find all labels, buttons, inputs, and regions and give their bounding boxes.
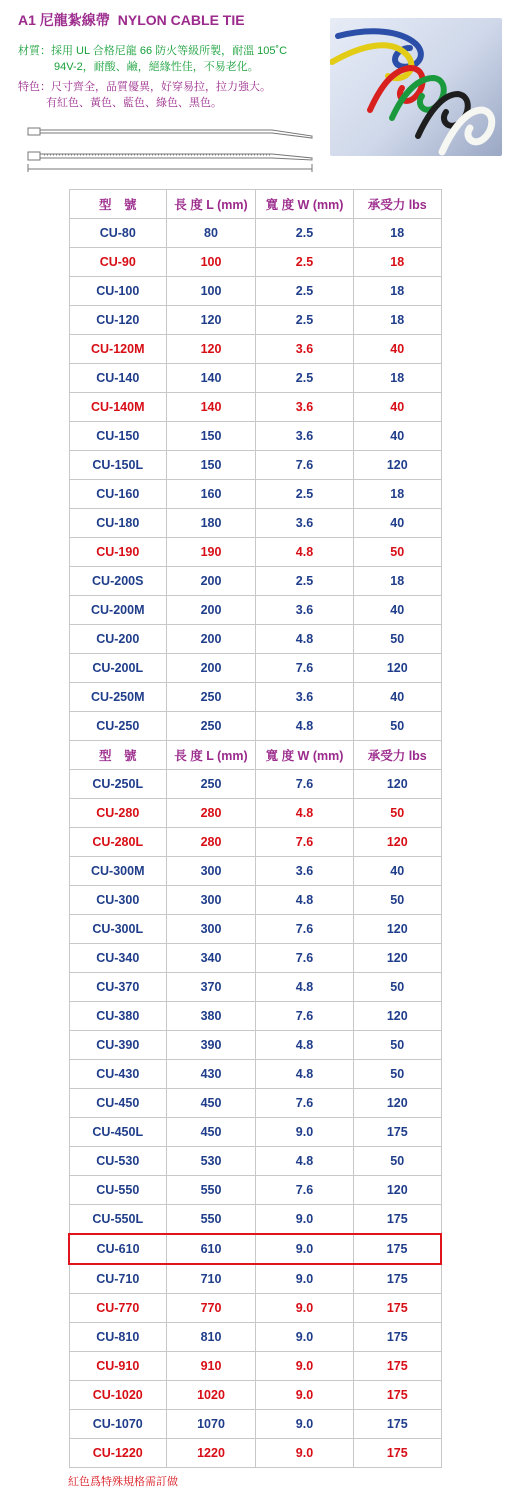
- width-cell: 3.6: [256, 393, 354, 422]
- table-row: [69, 1060, 441, 1089]
- length-cell: 200: [167, 654, 256, 683]
- force-cell: 18: [354, 277, 442, 306]
- width-cell: 9.0: [256, 1205, 354, 1235]
- width-cell: 4.8: [256, 712, 354, 741]
- width-cell: 2.5: [256, 480, 354, 509]
- table-row: [69, 1410, 441, 1439]
- model-cell: CU-430: [69, 1060, 167, 1089]
- width-cell: 7.6: [256, 1089, 354, 1118]
- model-cell: CU-450: [69, 1089, 167, 1118]
- length-cell: 140: [167, 393, 256, 422]
- width-cell: 7.6: [256, 1002, 354, 1031]
- length-cell: 150: [167, 451, 256, 480]
- force-cell: 40: [354, 857, 442, 886]
- header-cell: 寬 度 W (mm): [256, 741, 354, 770]
- table-row: [69, 1147, 441, 1176]
- model-cell: CU-200S: [69, 567, 167, 596]
- length-cell: 450: [167, 1118, 256, 1147]
- model-cell: CU-300: [69, 886, 167, 915]
- table-row: [69, 1294, 441, 1323]
- force-cell: 120: [354, 451, 442, 480]
- width-cell: 9.0: [256, 1439, 354, 1468]
- model-cell: CU-120M: [69, 335, 167, 364]
- table-row: [69, 1323, 441, 1352]
- header-cell: 型 號: [69, 741, 167, 770]
- model-cell: CU-380: [69, 1002, 167, 1031]
- length-cell: 190: [167, 538, 256, 567]
- width-cell: 4.8: [256, 1147, 354, 1176]
- table-row: [69, 1118, 441, 1147]
- width-cell: 3.6: [256, 683, 354, 712]
- width-cell: 9.0: [256, 1323, 354, 1352]
- width-cell: 3.6: [256, 335, 354, 364]
- model-cell: CU-190: [69, 538, 167, 567]
- model-cell: CU-140M: [69, 393, 167, 422]
- force-cell: 175: [354, 1118, 442, 1147]
- model-cell: CU-90: [69, 248, 167, 277]
- material-line-1: 材質：採用 UL 合格尼龍 66 防火等級所製，耐溫 105˚C: [18, 45, 288, 57]
- table-row: [69, 915, 441, 944]
- table-row: [69, 480, 441, 509]
- width-cell: 9.0: [256, 1381, 354, 1410]
- width-cell: 4.8: [256, 1060, 354, 1089]
- length-cell: 180: [167, 509, 256, 538]
- force-cell: 18: [354, 567, 442, 596]
- width-cell: 7.6: [256, 1176, 354, 1205]
- length-cell: 200: [167, 625, 256, 654]
- force-cell: 120: [354, 944, 442, 973]
- table-row: [69, 770, 441, 799]
- force-cell: 40: [354, 596, 442, 625]
- force-cell: 175: [354, 1410, 442, 1439]
- width-cell: 2.5: [256, 567, 354, 596]
- model-cell: CU-200M: [69, 596, 167, 625]
- width-cell: 9.0: [256, 1294, 354, 1323]
- model-cell: CU-530: [69, 1147, 167, 1176]
- model-cell: CU-250L: [69, 770, 167, 799]
- width-cell: 7.6: [256, 915, 354, 944]
- product-photo: [330, 18, 502, 156]
- length-cell: 80: [167, 219, 256, 248]
- force-cell: 120: [354, 915, 442, 944]
- force-cell: 50: [354, 538, 442, 567]
- table-row: [69, 1352, 441, 1381]
- table-row: [69, 393, 441, 422]
- force-cell: 175: [354, 1352, 442, 1381]
- model-cell: CU-280L: [69, 828, 167, 857]
- header-cell: 承受力 lbs: [354, 190, 442, 219]
- model-cell: CU-390: [69, 1031, 167, 1060]
- cable-ties-image: [330, 18, 502, 156]
- model-cell: CU-300M: [69, 857, 167, 886]
- table-row: [69, 248, 441, 277]
- model-cell: CU-770: [69, 1294, 167, 1323]
- length-cell: 430: [167, 1060, 256, 1089]
- width-cell: 4.8: [256, 1031, 354, 1060]
- model-cell: CU-550L: [69, 1205, 167, 1235]
- header-cell: 寬 度 W (mm): [256, 190, 354, 219]
- model-cell: CU-370: [69, 973, 167, 1002]
- length-cell: 340: [167, 944, 256, 973]
- width-cell: 3.6: [256, 509, 354, 538]
- model-cell: CU-100: [69, 277, 167, 306]
- width-cell: 3.6: [256, 857, 354, 886]
- model-cell: CU-200: [69, 625, 167, 654]
- length-cell: 610: [167, 1234, 256, 1264]
- force-cell: 175: [354, 1381, 442, 1410]
- width-cell: 7.6: [256, 770, 354, 799]
- table-row: [69, 1381, 441, 1410]
- model-cell: CU-180: [69, 509, 167, 538]
- length-cell: 710: [167, 1264, 256, 1294]
- width-cell: 2.5: [256, 306, 354, 335]
- length-cell: 550: [167, 1205, 256, 1235]
- length-cell: 910: [167, 1352, 256, 1381]
- model-cell: CU-80: [69, 219, 167, 248]
- table-row: [69, 567, 441, 596]
- force-cell: 175: [354, 1234, 442, 1264]
- force-cell: 50: [354, 886, 442, 915]
- table-row: [69, 857, 441, 886]
- model-cell: CU-250M: [69, 683, 167, 712]
- length-cell: 530: [167, 1147, 256, 1176]
- header-cell: 型 號: [69, 190, 167, 219]
- length-cell: 280: [167, 828, 256, 857]
- length-cell: 380: [167, 1002, 256, 1031]
- force-cell: 120: [354, 654, 442, 683]
- force-cell: 50: [354, 625, 442, 654]
- table-row: [69, 828, 441, 857]
- model-cell: CU-340: [69, 944, 167, 973]
- force-cell: 40: [354, 335, 442, 364]
- table-row-highlighted: [69, 1234, 441, 1264]
- length-cell: 550: [167, 1176, 256, 1205]
- force-cell: 50: [354, 1031, 442, 1060]
- force-cell: 50: [354, 712, 442, 741]
- width-cell: 7.6: [256, 654, 354, 683]
- table-row: [69, 1264, 441, 1294]
- length-cell: 1220: [167, 1439, 256, 1468]
- model-cell: CU-1220: [69, 1439, 167, 1468]
- table-row: [69, 1205, 441, 1235]
- length-cell: 250: [167, 770, 256, 799]
- table-row: [69, 335, 441, 364]
- model-cell: CU-910: [69, 1352, 167, 1381]
- page-title: [18, 10, 245, 30]
- model-cell: CU-550: [69, 1176, 167, 1205]
- width-cell: 2.5: [256, 364, 354, 393]
- length-cell: 100: [167, 277, 256, 306]
- length-cell: 250: [167, 683, 256, 712]
- width-cell: 9.0: [256, 1264, 354, 1294]
- table-row: [69, 1002, 441, 1031]
- table-row: [69, 451, 441, 480]
- width-cell: 3.6: [256, 596, 354, 625]
- force-cell: 175: [354, 1294, 442, 1323]
- width-cell: 7.6: [256, 828, 354, 857]
- force-cell: 175: [354, 1205, 442, 1235]
- feature-line-1: 特色：尺寸齊全，品質優異，好穿易拉，拉力強大。: [18, 81, 271, 93]
- model-cell: CU-1020: [69, 1381, 167, 1410]
- length-cell: 160: [167, 480, 256, 509]
- width-cell: 9.0: [256, 1352, 354, 1381]
- table-header-row: [69, 741, 441, 770]
- force-cell: 50: [354, 1060, 442, 1089]
- force-cell: 18: [354, 480, 442, 509]
- width-cell: 3.6: [256, 422, 354, 451]
- table-row: [69, 1089, 441, 1118]
- length-cell: 300: [167, 886, 256, 915]
- model-cell: CU-810: [69, 1323, 167, 1352]
- width-cell: 2.5: [256, 277, 354, 306]
- length-cell: 390: [167, 1031, 256, 1060]
- model-cell: CU-610: [69, 1234, 167, 1264]
- width-cell: 7.6: [256, 451, 354, 480]
- model-cell: CU-150L: [69, 451, 167, 480]
- force-cell: 40: [354, 422, 442, 451]
- title-english: NYLON CABLE TIE: [117, 12, 245, 28]
- model-cell: CU-140: [69, 364, 167, 393]
- length-cell: 280: [167, 799, 256, 828]
- force-cell: 40: [354, 509, 442, 538]
- table-row: [69, 1031, 441, 1060]
- table-row: [69, 509, 441, 538]
- header-cell: 長 度 L (mm): [167, 741, 256, 770]
- length-cell: 100: [167, 248, 256, 277]
- table-row: [69, 306, 441, 335]
- length-cell: 120: [167, 335, 256, 364]
- length-cell: 150: [167, 422, 256, 451]
- cable-tie-diagram: [22, 124, 326, 174]
- length-cell: 810: [167, 1323, 256, 1352]
- length-cell: 300: [167, 857, 256, 886]
- material-line-2: 94V-2，耐酸、鹼，絕緣性佳，不易老化。: [54, 61, 259, 73]
- width-cell: 9.0: [256, 1234, 354, 1264]
- length-cell: 770: [167, 1294, 256, 1323]
- force-cell: 18: [354, 248, 442, 277]
- force-cell: 175: [354, 1264, 442, 1294]
- width-cell: 4.8: [256, 625, 354, 654]
- force-cell: 120: [354, 1089, 442, 1118]
- model-cell: CU-300L: [69, 915, 167, 944]
- model-cell: CU-150: [69, 422, 167, 451]
- length-cell: 200: [167, 596, 256, 625]
- force-cell: 18: [354, 364, 442, 393]
- force-cell: 18: [354, 219, 442, 248]
- feature-line-2: 有紅色、黃色、藍色、綠色、黑色。: [46, 97, 222, 109]
- width-cell: 2.5: [256, 219, 354, 248]
- table-row: [69, 654, 441, 683]
- model-cell: CU-160: [69, 480, 167, 509]
- width-cell: 4.8: [256, 538, 354, 567]
- table-header-row: [69, 190, 441, 219]
- model-cell: CU-120: [69, 306, 167, 335]
- force-cell: 50: [354, 1147, 442, 1176]
- model-cell: CU-200L: [69, 654, 167, 683]
- force-cell: 175: [354, 1323, 442, 1352]
- table-row: [69, 219, 441, 248]
- width-cell: 7.6: [256, 944, 354, 973]
- table-row: [69, 973, 441, 1002]
- length-cell: 140: [167, 364, 256, 393]
- model-cell: CU-450L: [69, 1118, 167, 1147]
- table-row: [69, 944, 441, 973]
- length-cell: 250: [167, 712, 256, 741]
- table-row: [69, 596, 441, 625]
- force-cell: 175: [354, 1439, 442, 1468]
- width-cell: 4.8: [256, 973, 354, 1002]
- length-cell: 120: [167, 306, 256, 335]
- force-cell: 120: [354, 1002, 442, 1031]
- length-cell: 370: [167, 973, 256, 1002]
- force-cell: 40: [354, 683, 442, 712]
- width-cell: 9.0: [256, 1410, 354, 1439]
- table-row: [69, 799, 441, 828]
- force-cell: 120: [354, 770, 442, 799]
- title-chinese: A1 尼龍紮線帶: [18, 12, 110, 28]
- width-cell: 2.5: [256, 248, 354, 277]
- header-cell: 長 度 L (mm): [167, 190, 256, 219]
- length-cell: 200: [167, 567, 256, 596]
- model-cell: CU-1070: [69, 1410, 167, 1439]
- table-row: [69, 886, 441, 915]
- length-cell: 1070: [167, 1410, 256, 1439]
- width-cell: 9.0: [256, 1118, 354, 1147]
- table-row: [69, 625, 441, 654]
- table-row: [69, 538, 441, 567]
- model-cell: CU-250: [69, 712, 167, 741]
- force-cell: 120: [354, 828, 442, 857]
- table-row: [69, 422, 441, 451]
- force-cell: 18: [354, 306, 442, 335]
- force-cell: 50: [354, 973, 442, 1002]
- table-row: [69, 364, 441, 393]
- force-cell: 50: [354, 799, 442, 828]
- width-cell: 4.8: [256, 886, 354, 915]
- footnote: 紅色爲特殊規格需訂做: [68, 1476, 178, 1488]
- length-cell: 1020: [167, 1381, 256, 1410]
- length-cell: 300: [167, 915, 256, 944]
- length-cell: 450: [167, 1089, 256, 1118]
- table-row: [69, 683, 441, 712]
- model-cell: CU-710: [69, 1264, 167, 1294]
- force-cell: 120: [354, 1176, 442, 1205]
- table-row: [69, 1176, 441, 1205]
- spec-table: [68, 189, 442, 1468]
- width-cell: 4.8: [256, 799, 354, 828]
- model-cell: CU-280: [69, 799, 167, 828]
- table-row: [69, 1439, 441, 1468]
- table-row: [69, 712, 441, 741]
- header-cell: 承受力 lbs: [354, 741, 442, 770]
- force-cell: 40: [354, 393, 442, 422]
- table-row: [69, 277, 441, 306]
